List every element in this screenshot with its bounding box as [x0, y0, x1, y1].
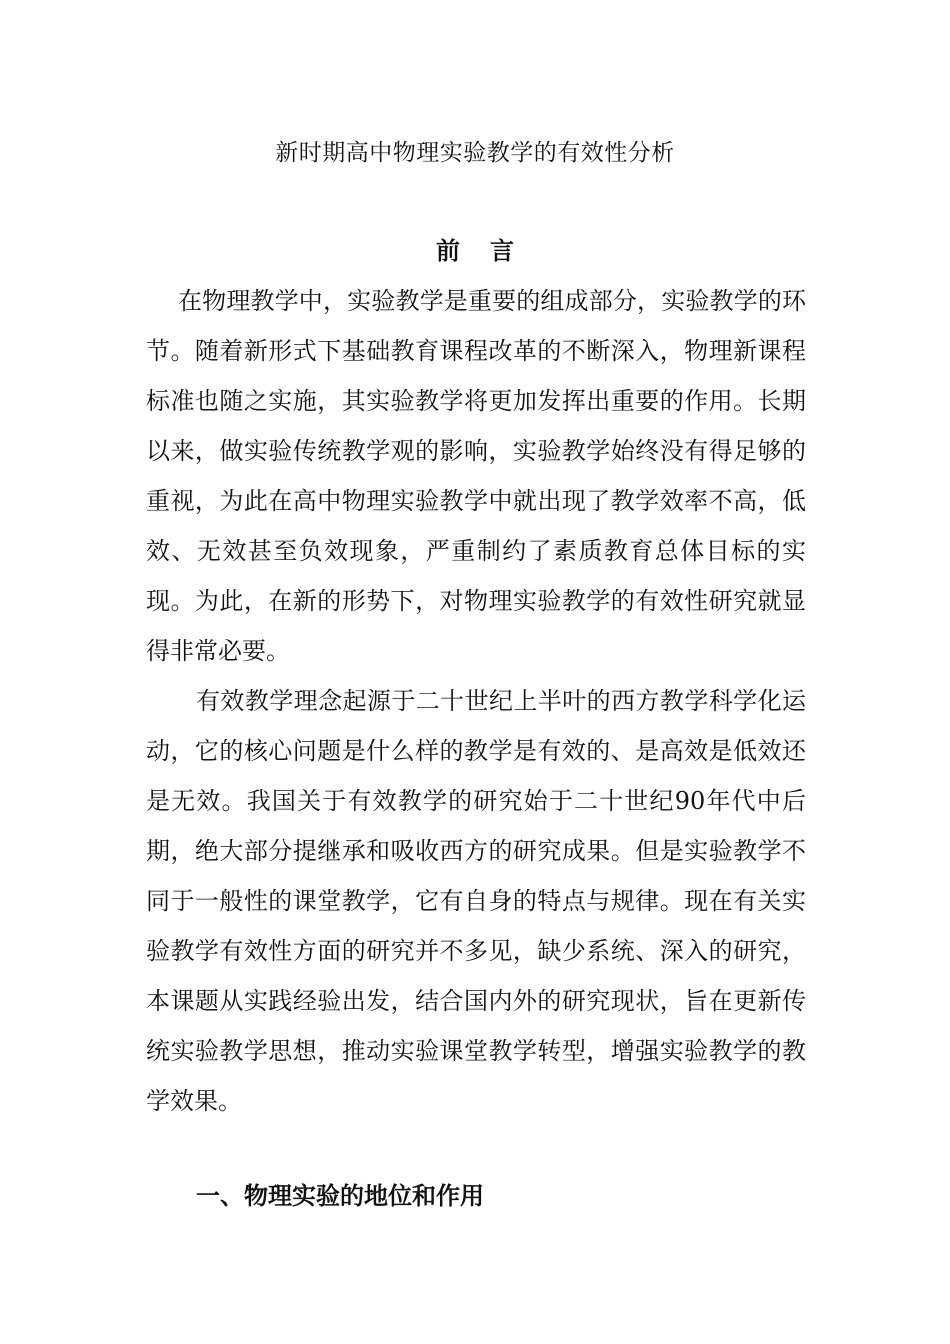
preface-paragraph-1: 在物理教学中，实验教学是重要的组成部分，实验教学的环节。随着新形式下基础教育课程改革的不断深入，物理新课程标准也随之实施，其实验教学将更加发挥出重要的作用。长期以来，做实验传统教学观的影响，实验教学始终没有得足够的重视，为此在高中物理实验教学中就出现了教学效率不高，低效、无效甚至负效现象，严重制约了素质教育总体目标的实现。为此，在新的形势下，对物理实验教学的有效性研究就显得非常必要。: [146, 287, 806, 665]
preface-paragraph-2: 有效教学理念起源于二十世纪上半叶的西方教学科学化运动，它的核心问题是什么样的教学是有效的、是高效是低效还是无效。我国关于有效教学的研究始于二十世纪90年代中后期，绝大部分提继承和吸收西方的研究成果。但是实验教学不同于一般性的课堂教学，它有自身的特点与规律。现在有关实验教学有效性方面的研究并不多见，缺少系统、深入的研究，本课题从实践经验出发，结合国内外的研究现状，旨在更新传统实验教学思想，推动实验课堂教学转型，增强实验教学的教学效果。: [146, 687, 806, 1115]
chapter-heading: 一、物理实验的地位和作用: [196, 1181, 484, 1210]
document-title: 新时期高中物理实验教学的有效性分析: [275, 140, 675, 166]
preface-heading: 前言: [436, 236, 544, 265]
